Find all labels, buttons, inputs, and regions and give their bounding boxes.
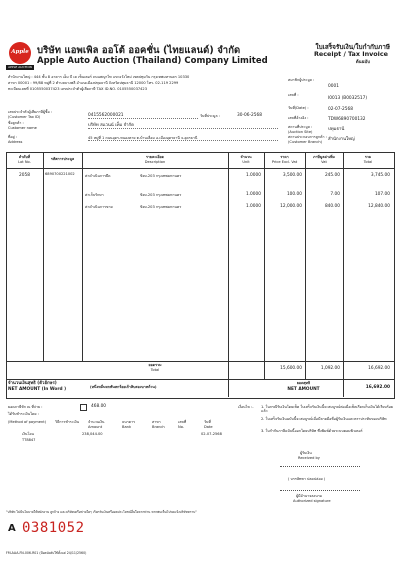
- auction-date-value: 30-06-2568: [237, 113, 262, 118]
- subtotal-total: 16,692.00: [368, 366, 390, 371]
- row-2-total: 107.00: [374, 192, 390, 197]
- row-1-code: 6890700221002: [45, 172, 75, 176]
- header-price-th: ราคา: [280, 155, 289, 159]
- header-vat-th: ภาษีมูลค่าเพิ่ม: [313, 155, 335, 159]
- pay-method-value: เงินโอน: [22, 432, 34, 436]
- invoice-label: เลขที่ :: [288, 93, 299, 97]
- row-3-total: 12,840.00: [368, 204, 390, 209]
- doc-copy-label: ต้นฉบับ: [355, 60, 370, 65]
- customer-taxid-label: เลขประจำตัวผู้เสียภาษีผู้ซื้อ :: [8, 110, 52, 114]
- received-label: ได้รับชำระเงินโดย :: [8, 412, 39, 416]
- row-1-unit: 1.0000: [245, 173, 261, 178]
- receiver-label-th: ผู้รับเงิน: [300, 451, 312, 455]
- row-1-total: 3,745.00: [370, 173, 390, 178]
- authorized-label-en: Authorized signature: [293, 499, 331, 503]
- pay-amount-value: 238,044.00: [82, 432, 103, 436]
- customer-address-value: 45 หมู่ที่ 1 ถนนอุดร-หนองคาย ต.บ้านเลื่อม อ.เมืองอุดรธานี จ.อุดรธานี: [88, 136, 278, 141]
- date-label: วันที่(Date) :: [288, 106, 309, 110]
- date-value: 02-07-2568: [328, 107, 353, 112]
- row-2-vat: 7.00: [330, 192, 340, 197]
- auction-date-label: วันที่ประมูล :: [200, 114, 220, 118]
- company-name-en: Apple Auto Auction (Thailand) Company Limited: [37, 56, 268, 66]
- col-no: เลขที่: [178, 420, 187, 424]
- auction-site-sub: (Auction Site): [288, 130, 313, 134]
- col-amount-en: Amount: [88, 425, 103, 429]
- conditions-label: เงื่อนไข :-: [238, 405, 254, 409]
- customer-name-sub: Customer name: [8, 126, 37, 130]
- col-rule-5: [305, 152, 306, 379]
- pay-date-value: 02-07-2568: [201, 432, 222, 436]
- logo-text: Apple: [11, 49, 29, 55]
- row-2-desc-plate: ขิงษ-203 กรุงเทพมหานคร: [140, 193, 182, 197]
- row-1-desc: ค่าดำเนินการยึด: [85, 174, 111, 178]
- col-no-en: No.: [178, 425, 184, 429]
- net-label-en: NET AMOUNT: [287, 387, 320, 392]
- wht-checkbox[interactable]: [80, 404, 87, 411]
- row-1-vat: 245.00: [324, 173, 340, 178]
- branch-label: สถานประกอบการลูกค้า :: [288, 135, 327, 139]
- row-3-desc-plate: ขิงษ-203 กรุงเทพมหานคร: [140, 205, 182, 209]
- member-label: สมาชิกผู้ประมูล :: [288, 78, 315, 82]
- authorized-label-th: ผู้มีอำนาจลงนาม: [296, 494, 323, 498]
- footer-note: "บริษัท ไม่มีนโยบายให้พนักงาน ลูกจ้าง และบริษัทเครือข่ายใดๆ เรียกรับเงินหรือผลประโยชน์อื่นใดจากท่าน หากพบเห็นโปรดแจ้งบริษัททราบ": [6, 510, 197, 514]
- authorized-sign-line: [280, 490, 360, 491]
- row-1-desc-plate: ขิงษ-203 กรุงเทพมหานคร: [140, 174, 182, 178]
- header-total-en: Total: [363, 160, 373, 164]
- auction-site-label: สถานที่ประมูล :: [288, 125, 313, 129]
- header-desc-th: รายละเอียด: [145, 155, 164, 159]
- header-total-th: รวม: [364, 155, 372, 159]
- wht-value: 468.00: [91, 404, 107, 409]
- header-lot-en: Lot No.: [18, 160, 31, 164]
- header-desc-en: Description: [144, 160, 166, 164]
- header-unit-th: จำนวน: [240, 155, 252, 159]
- branch-value: สำนักงานใหญ่: [328, 137, 355, 142]
- serial-prefix: A: [8, 523, 16, 534]
- row-3-unit: 1.0000: [245, 204, 261, 209]
- col-branch: สาขา: [152, 420, 161, 424]
- col-rule-1: [43, 152, 44, 361]
- col-bank-en: Bank: [122, 425, 132, 429]
- table-header-rule: [6, 168, 394, 169]
- col-branch-en: Branch: [152, 425, 165, 429]
- subtotal-label-en: Total: [150, 368, 160, 372]
- net-amount-words: (หนึ่งหมื่นหกพันหกร้อยเก้าสิบสองบาทถ้วน): [90, 385, 157, 389]
- table-total-rule: [6, 361, 394, 362]
- customer-taxid-value: 0415562000021: [88, 113, 198, 119]
- branch-sub: (Customer Branch): [288, 140, 323, 144]
- customer-name-value: บริษัท สแวนน์ เท็ม จำกัด: [88, 123, 278, 129]
- col-bank: ธนาคาร: [122, 420, 136, 424]
- col-method: วิธีการชำระเงิน: [55, 420, 80, 424]
- customer-address-sub: Address: [8, 140, 23, 144]
- col-rule-6: [343, 152, 344, 397]
- table-words-rule: [6, 379, 394, 380]
- company-name-th: บริษัท แอพเพิล ออโต้ ออคชั่น (ไทยแลนด์) จำกัด: [37, 45, 241, 56]
- header-price-en: Price Excl. Vat: [271, 160, 298, 164]
- invoice-value: I0013 (B0032517): [328, 96, 368, 101]
- row-2-price: 100.00: [286, 192, 302, 197]
- customer-name-label: ชื่อลูกค้า :: [8, 121, 24, 125]
- col-date-en: Date: [204, 425, 213, 429]
- row-1-price: 3,500.00: [282, 173, 302, 178]
- receiver-name: ( บรรษัทชา ปลดปล่อย ): [288, 477, 326, 481]
- condition-3: 3. ใบกำกับภาษีฉบับนี้ออกโดยบริษัท ซึ่งพิมพ์ด้วยระบบคอมพิวเตอร์: [261, 429, 363, 433]
- form-code: FM-AAA-FN-006-R01 (มีผลบังคับใช้ตั้งแต่ 24/11/2560): [6, 551, 87, 555]
- net-label-th: ยอดสุทธิ: [296, 381, 311, 385]
- logo-banner: [6, 65, 34, 70]
- header-unit-en: Unit: [242, 160, 250, 164]
- net-amount-value: 16,692.00: [365, 385, 390, 390]
- method-label: (Method of payment): [8, 420, 47, 424]
- col-rule-3: [228, 152, 229, 397]
- wht-label: ยอดภาษีหัก ณ ที่จ่าย :: [8, 405, 43, 409]
- ref-value: TDW6890700132: [328, 117, 366, 122]
- condition-1: 1. ในกรณีรับเงินโดยเช็ค ใบเสร็จรับเงินนี้จะสมบูรณ์ต่อเมื่อเช็คเรียกเก็บเงินได้เรียบร้อยแล้ว: [261, 405, 393, 414]
- logo-subtext: APPLE AUCTION: [8, 65, 32, 69]
- words-label-en: NET AMOUNT (In Word ): [8, 387, 67, 392]
- row-3-desc: ค่าดำเนินการขาย: [85, 205, 113, 209]
- member-value: 0001: [328, 84, 339, 89]
- row-3-price: 12,000.00: [280, 204, 302, 209]
- header-lot-th: ลำดับที่: [18, 155, 31, 159]
- serial-number: 0381052: [22, 520, 85, 536]
- header-vat-en: Vat: [321, 160, 327, 164]
- pay-ref-value: TT8847: [22, 438, 36, 442]
- address-line-1: สำนักงานใหญ่ : 444 ชั้น 8 อาคาร เอ็ม บี เค เซ็นเตอร์ ถนนพญาไท แขวงวังใหม่ เขตปทุมวัน กรุงเทพมหานคร 10330: [8, 75, 190, 79]
- col-date: วันที่: [204, 420, 211, 424]
- subtotal-price: 15,600.00: [280, 366, 302, 371]
- header-code-th: รหัสการประมูล: [50, 157, 75, 161]
- col-rule-4: [264, 152, 265, 379]
- doc-title-en: Receipt / Tax Invoice: [314, 50, 388, 58]
- col-rule-2: [82, 152, 83, 361]
- row-2-unit: 1.0000: [245, 192, 261, 197]
- words-label-th: จำนวนเงินสุทธิ (ตัวอักษร): [8, 381, 57, 386]
- company-logo: [9, 42, 31, 64]
- customer-taxid-sub: (Customer Tax ID): [8, 115, 41, 119]
- col-amount: จำนวนเงิน: [88, 420, 105, 424]
- ref-label: เลขที่อ้างอิง :: [288, 116, 309, 120]
- auction-site-value: ปทุมธานี: [328, 127, 345, 132]
- address-line-3: ทะเบียนเลขที่ 0105550037423 เลขประจำตัวผู้เสียภาษี TAX ID.NO. 0105550037423: [8, 87, 147, 91]
- row-2-desc: ค่าเก็บรักษา: [85, 193, 104, 197]
- customer-address-label: ที่อยู่ :: [8, 135, 17, 139]
- receiver-sign-line: [280, 466, 360, 467]
- address-line-2: สาขา 00001 : 99/88 หมู่ที่ 2 ตำบลบางพลี อำเภอเมืองปทุมธานี จังหวัดปทุมธานี 12000 โทร. 02-119 2299: [8, 81, 179, 85]
- subtotal-vat: 1,092.00: [320, 366, 340, 371]
- condition-2: 2. ใบเสร็จรับเงินฉบับนี้จะสมบูรณ์เมื่อมีลายมือชื่อผู้รับเงินและตราประทับของบริษัท: [261, 417, 387, 421]
- row-1-lot: 2058: [19, 173, 30, 178]
- receiver-label-en: Received by: [298, 456, 320, 460]
- row-3-vat: 840.00: [324, 204, 340, 209]
- subtotal-label-th: ยอดรวม: [148, 363, 162, 367]
- doc-title-th: ใบเสร็จรับเงิน/ใบกำกับภาษี: [315, 43, 390, 51]
